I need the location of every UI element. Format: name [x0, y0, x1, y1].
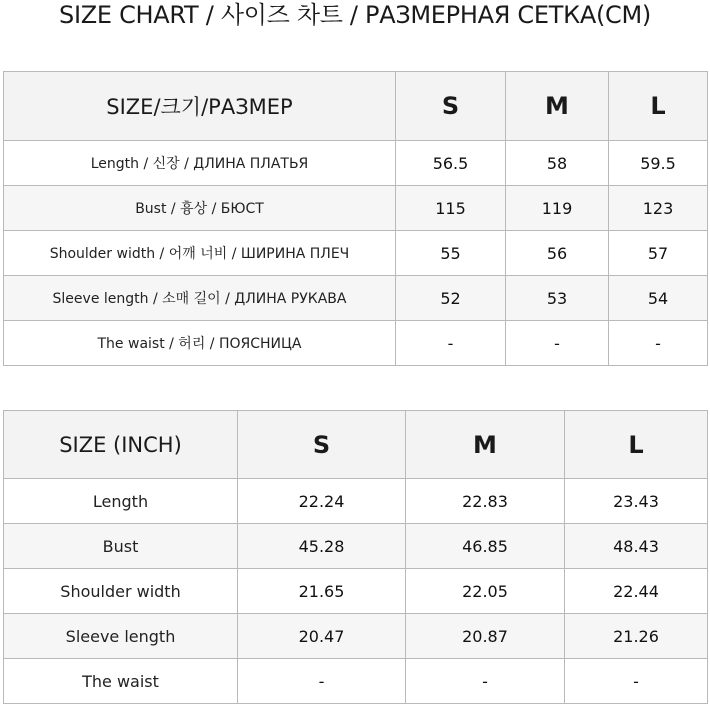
- row-label: Bust / 흉상 / БЮСТ: [4, 186, 396, 231]
- value-l: 123: [609, 186, 708, 231]
- value-l: -: [609, 321, 708, 366]
- table-header-row: [4, 72, 708, 141]
- table-row: [4, 524, 708, 569]
- row-label: Sleeve length / 소매 길이 / ДЛИНА РУКАВА: [4, 276, 396, 321]
- row-label: Length: [4, 479, 238, 524]
- value-s: -: [238, 659, 406, 704]
- value-s: 21.65: [238, 569, 406, 614]
- value-s: 20.47: [238, 614, 406, 659]
- size-table-inch: [3, 410, 708, 704]
- row-label: Bust: [4, 524, 238, 569]
- table-row: [4, 321, 708, 366]
- value-s: 55: [396, 231, 506, 276]
- value-s: 56.5: [396, 141, 506, 186]
- value-m: 53: [506, 276, 609, 321]
- row-label: Length / 신장 / ДЛИНА ПЛАТЬЯ: [4, 141, 396, 186]
- value-m: -: [506, 321, 609, 366]
- row-label: The waist: [4, 659, 238, 704]
- value-s: 115: [396, 186, 506, 231]
- value-l: 22.44: [565, 569, 708, 614]
- value-m: 20.87: [406, 614, 565, 659]
- value-l: 54: [609, 276, 708, 321]
- value-l: 23.43: [565, 479, 708, 524]
- row-label: Shoulder width: [4, 569, 238, 614]
- table-row: [4, 659, 708, 704]
- value-s: 22.24: [238, 479, 406, 524]
- value-l: 21.26: [565, 614, 708, 659]
- table-header-row: [4, 411, 708, 479]
- size-table-cm: [3, 71, 708, 366]
- header-size-m: M: [506, 72, 609, 141]
- page-title: SIZE CHART / 사이즈 차트 / РАЗМЕРНАЯ СЕТКА(CM): [59, 1, 651, 29]
- header-size-label: SIZE (INCH): [4, 411, 238, 479]
- table-row: [4, 569, 708, 614]
- value-m: 119: [506, 186, 609, 231]
- header-size-l: L: [609, 72, 708, 141]
- value-s: 52: [396, 276, 506, 321]
- value-s: 45.28: [238, 524, 406, 569]
- header-size-l: L: [565, 411, 708, 479]
- value-m: 46.85: [406, 524, 565, 569]
- value-l: 57: [609, 231, 708, 276]
- row-label: The waist / 허리 / ПОЯСНИЦА: [4, 321, 396, 366]
- table-row: [4, 479, 708, 524]
- value-m: 58: [506, 141, 609, 186]
- header-size-label: SIZE/크기/РАЗМЕР: [4, 72, 396, 141]
- header-size-s: S: [396, 72, 506, 141]
- value-m: -: [406, 659, 565, 704]
- header-size-m: M: [406, 411, 565, 479]
- table-row: [4, 186, 708, 231]
- value-m: 22.83: [406, 479, 565, 524]
- row-label: Shoulder width / 어깨 너비 / ШИРИНА ПЛЕЧ: [4, 231, 396, 276]
- value-m: 22.05: [406, 569, 565, 614]
- header-size-s: S: [238, 411, 406, 479]
- value-l: 59.5: [609, 141, 708, 186]
- value-l: 48.43: [565, 524, 708, 569]
- table-row: [4, 231, 708, 276]
- value-s: -: [396, 321, 506, 366]
- table-row: [4, 141, 708, 186]
- value-l: -: [565, 659, 708, 704]
- value-m: 56: [506, 231, 609, 276]
- table-row: [4, 614, 708, 659]
- row-label: Sleeve length: [4, 614, 238, 659]
- table-row: [4, 276, 708, 321]
